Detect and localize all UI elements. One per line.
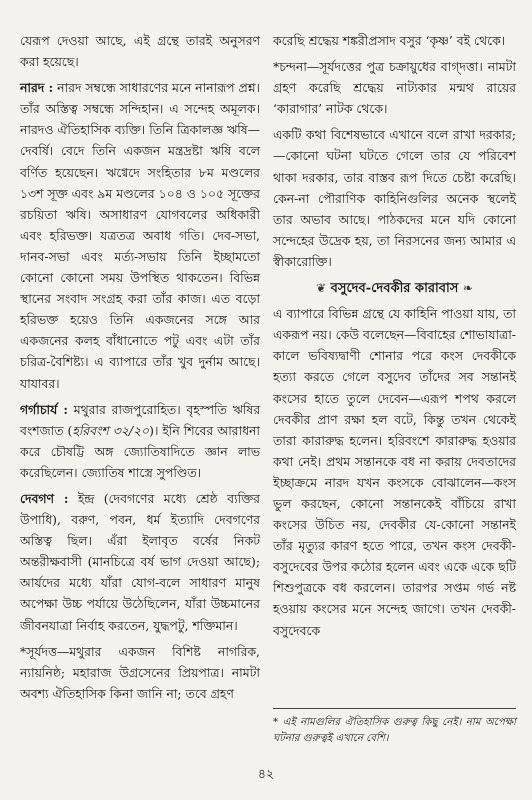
garga-entry: [20, 399, 260, 483]
entry-text: মথুরার রাজপুরোহিত। বৃহস্পতি ঋষির বংশজাত (: [20, 401, 261, 438]
left-column: [20, 30, 260, 709]
paragraph: করেছি শ্রদ্ধেয় শঙ্করীপ্রসাদ বসুর ‘কৃষ্ণ’ বই থেকে।: [273, 33, 506, 48]
devgan-entry: [20, 488, 260, 636]
entry-term: গর্গাচার্য :: [20, 401, 68, 417]
narad-entry: [20, 77, 260, 393]
entry-term: দেবগণ :: [20, 490, 69, 506]
right-column: [273, 30, 516, 646]
paragraph: *সূর্যদত্ত—মথুরার একজন বিশিষ্ট নাগরিক, ন্যায়নিষ্ঠ; মহারাজ উগ্রসেনের প্রিয়পাত্র। নামটা অবশ্য ঐতিহাসিক কিনা জানি না; তবে গ্রহণ: [20, 643, 260, 701]
paragraph: একটি কথা বিশেষভাবে এখানে বলে রাখা দরকার;—কোনো ঘটনা ঘটতে গেলে তার যে পরিবেশ থাকা দরকার, তার বাস্তব রূপ দিতে চেষ্টা করেছি। কেন-না পৌরাণিক কাহিনিগুলির অনেক স্থলেই তার অভাব আছে। পাঠকদের মনে যদি কোনো সন্দেহের উদ্রেক হয়, তা নিরসনের জন্য আমার এ স্বীকারোক্তি।: [273, 127, 516, 269]
paragraph: *চন্দনা—সূর্যদত্তের পুত্র চক্রায়ুধের বাগ্‌দত্তা। নামটা গ্রহণ করেছি শ্রদ্ধেয় নাট্যকার মন্মথ রায়ের ‘কারাগার’ নাটক থেকে।: [273, 59, 516, 117]
entry-text: নারদ সম্বন্ধে সাধারণের মনে নানারূপ প্রশ্ন। তাঁর অস্তিত্ব সম্বন্ধে সন্দিহান। এ সন্দেহ অমূলক। নারদও ঐতিহাসিক ব্যক্তি। তিনি ত্রিকালজ্ঞ ঋষি—দেবর্ষি। বেদে তিনি একজন মন্ত্রদ্রষ্টা ঋষি বলে বর্ণিত হয়েছেন। ঋগ্বেদে সংহিতার ৮ম মণ্ডলের ১৩শ সূক্ত এবং ৯ম মণ্ডলের ১০৪ ও ১০৫ সূক্তের রচয়িতা ঋষি। অসাধারণ যোগবলের অধিকারী এবং হরিভক্ত। যত্রতত্র অবাধ গতি। দেব-সভা, দানব-সভা এবং মর্ত্য-সভায় তিনি ইচ্ছামতো কোনো কোনো সময় উপস্থিত থাকতেন। বিভিন্ন স্থানের সংবাদ সংগ্রহ করা তাঁর কাজ। এত বড়ো হরিভক্ত হয়েও তিনি একজনের সঙ্গে আর একজনের কলহ বাঁধানোতে পটু এবং এটা তাঁর চরিত্র-বৈশিষ্ট্য। এ ব্যাপারে তাঁর খুব দুর্নাম আছে। যাযাবর।: [20, 80, 260, 391]
citation: হরিবংশ ৩২/২০: [72, 422, 150, 438]
entry-term: নারদ :: [20, 80, 54, 96]
ornament-right-icon: ❧: [462, 281, 473, 296]
section-title: বসুদেব-দেবকীর কারাবাস: [330, 281, 459, 297]
entry-text: ইন্দ্র (দেবগণের মধ্যে শ্রেষ্ঠ ব্যক্তির উপাধি), বরুণ, পবন, ধর্ম ইত্যাদি দেবগণের অস্তিত্ব ছিল। এঁরা ইলাবৃত বর্ষের নিকট অন্তরীক্ষবাসী (মানচিত্রে বর্ষ ভাগ দেওয়া আছে); আর্যদের মধ্যে যাঁরা যোগ-বলে সাধারণ মানুষ অপেক্ষা উচ্চ পর্যায়ে উঠেছিলেন, যাঁরা উচ্চমানের জীবনযাত্রা নির্বাহ করতেন, যুদ্ধপটু, শক্তিমান।: [20, 490, 260, 633]
ornament-left-icon: ❦: [316, 281, 327, 296]
paragraph: এ ব্যাপারে বিভিন্ন গ্রন্থে যে কাহিনি পাওয়া যায়, তা একরূপ নয়। কেউ বলেছেন—বিবাহের শোভাযাত্রা-কালে ভবিষ্যদ্বাণী শোনার পরে কংস দেবকীকে হত্যা করতে গেলে বসুদেব তাঁদের সব সন্তানই কংসের হাতে তুলে দেবেন—এরূপ শপথ করলে দেবকীর প্রাণ রক্ষা হল বটে, কিন্তু তখন থেকেই তারা কারারুদ্ধ হলেন। হরিবংশে কারারুদ্ধ হওয়ার কথা নেই। প্রথম সন্তানকে বধ না করায় দেবতাদের ইচ্ছাক্রমে নারদ যখন কংসকে বোঝালেন—কংস ভুল করছেন, কোনো সন্তানকেই বাঁচিয়ে রাখা কংসের উচিত নয়, দেবকীর যে-কোনো সন্তানই তাঁর মৃত্যুর কারণ হতে পারে, তখন কংস দেবকী-বসুদেবের উপর কঠোর হলেন এবং একে একে ছটি শিশুপুত্রকে বধ করলেন। তারপর সপ্তম গর্ভ নষ্ট হওয়ায় কংসের মনে সন্দেহ জাগে। তখন দেবকী-বসুদেবকে: [273, 306, 516, 638]
page-number: ৪২: [257, 766, 275, 781]
footnote: * এই নামগুলির ঐতিহাসিক গুরুত্ব কিছু নেই। নাম অপেক্ষা ঘটনার গুরুত্বই এখানে বেশি।: [273, 708, 516, 747]
section-heading: [273, 278, 516, 299]
paragraph: যেরূপ দেওয়া আছে, এই গ্রন্থে তারই অনুসরণ করা হয়েছে।: [20, 33, 260, 70]
entry-text: )। ইনি শিবের আরাধনা করে চৌষট্টি অঙ্গ জ্যোতিষাদিতে জ্ঞান লাভ করেছিলেন। জ্যোতিষ শাস্ত্রে সুপণ্ডিত।: [20, 422, 260, 480]
